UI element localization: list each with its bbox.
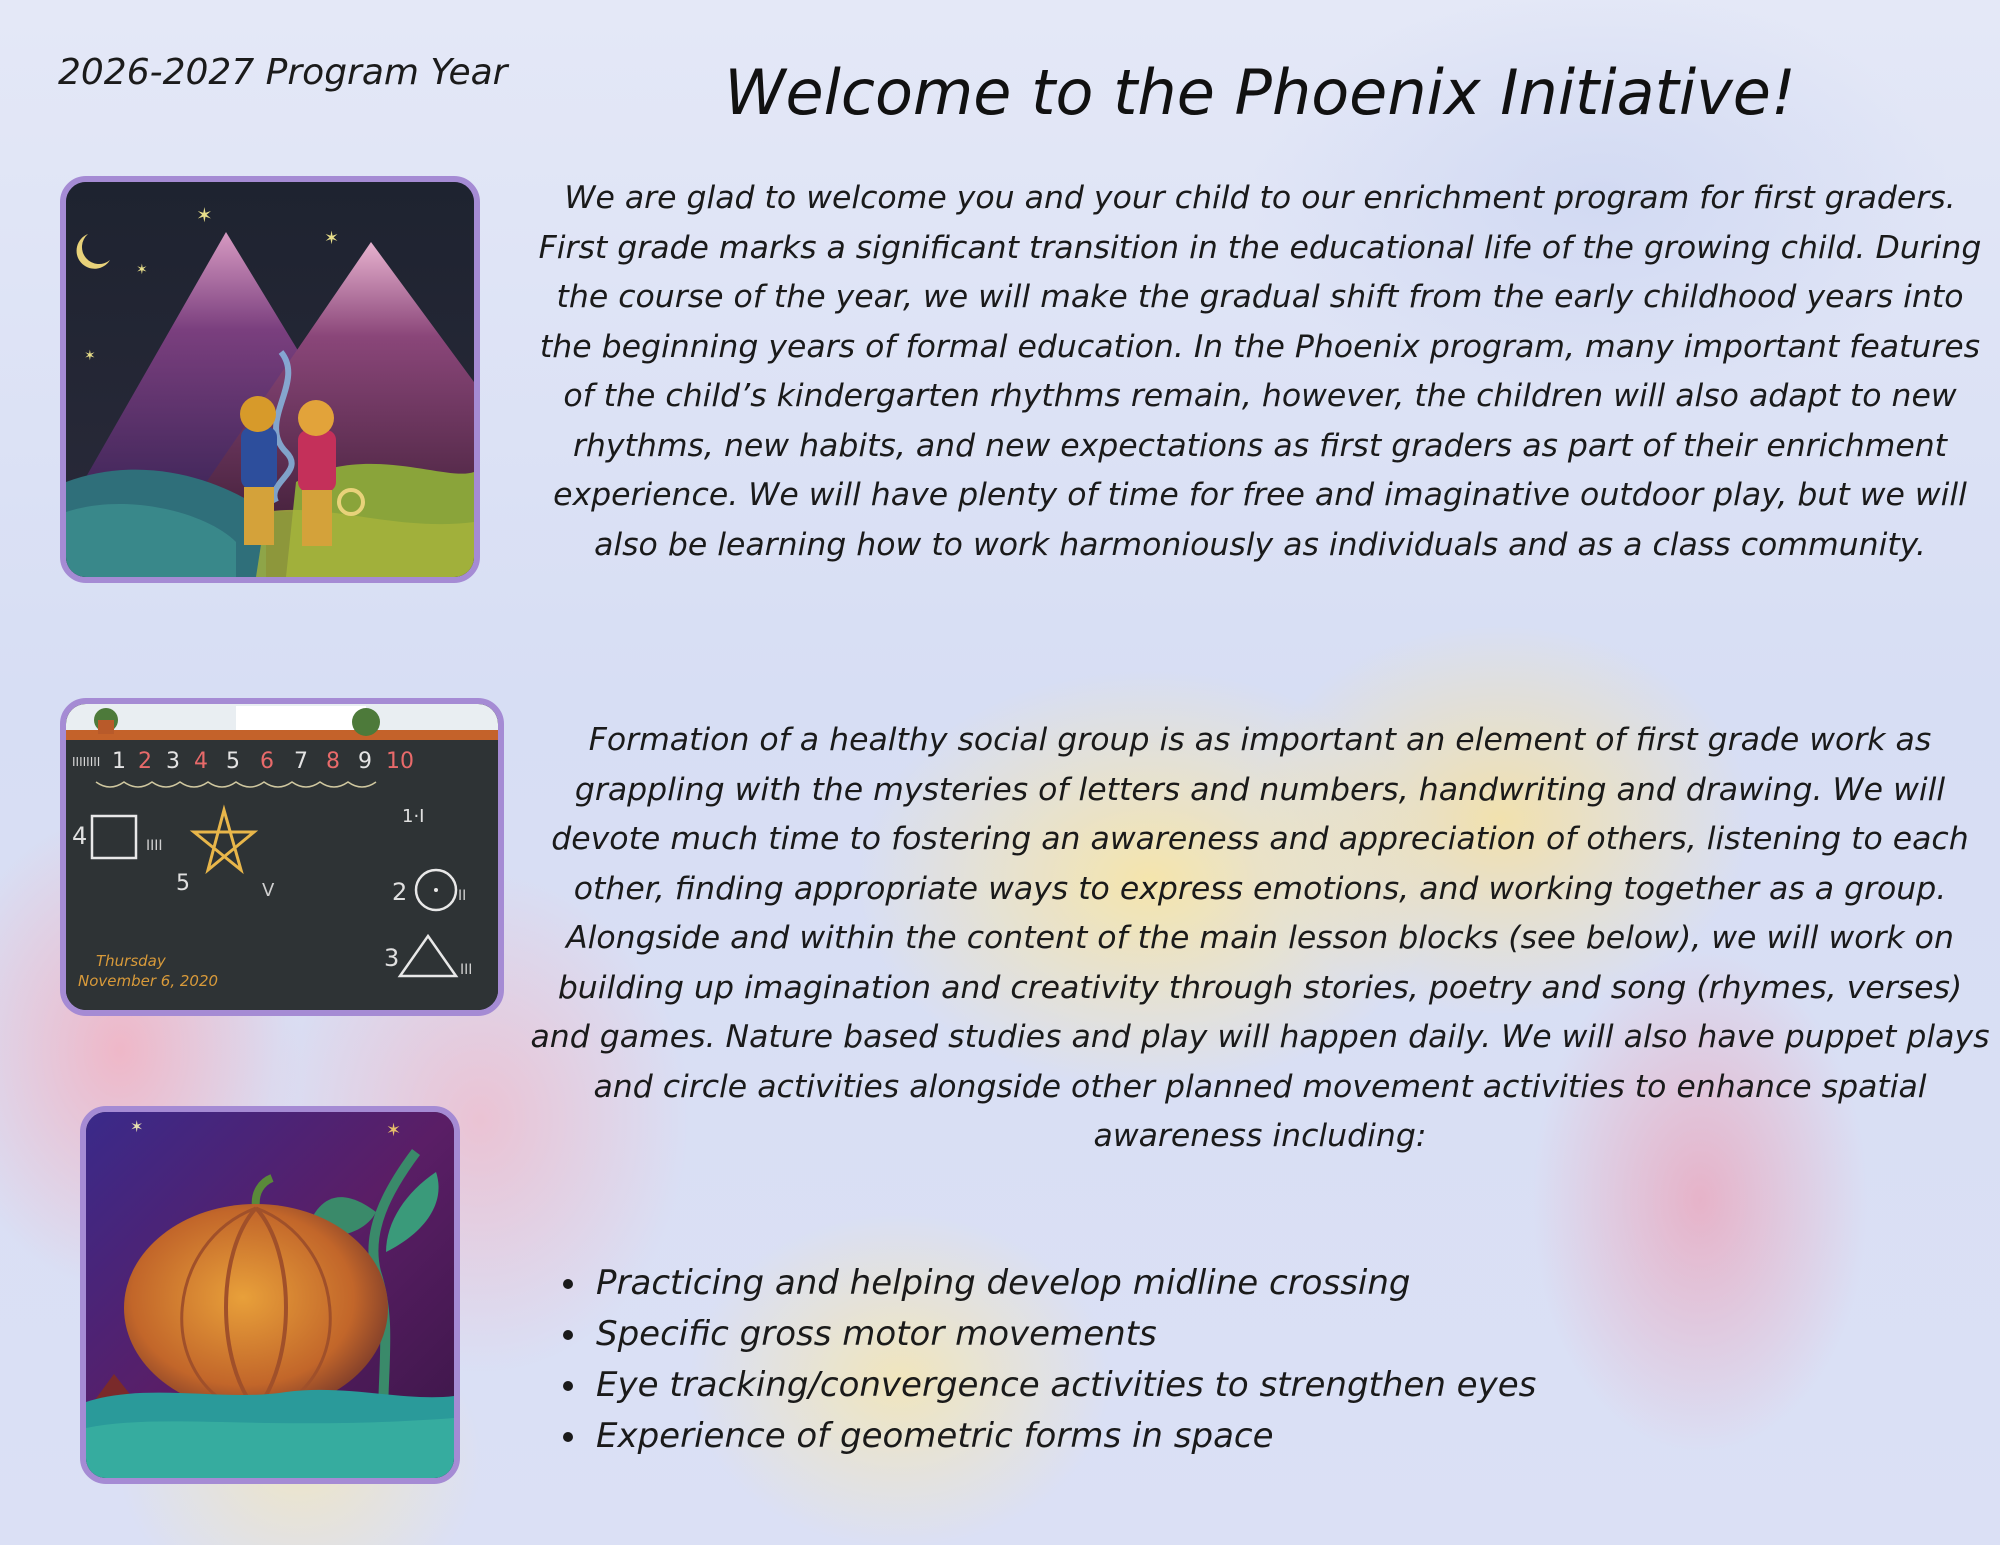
- chalk-label: 3: [384, 944, 400, 972]
- chalk-date: November 6, 2020: [78, 972, 219, 990]
- list-item: • Experience of geometric forms in space: [590, 1411, 1990, 1462]
- plant-icon: [352, 708, 380, 736]
- pumpkin-drawing: [86, 1112, 454, 1478]
- star-icon: ✶: [196, 203, 213, 227]
- chalk-label: V: [262, 880, 275, 901]
- list-item: • Specific gross motor movements: [590, 1309, 1990, 1360]
- chalk-label: 2: [392, 878, 408, 906]
- star-icon: ✶: [136, 262, 148, 278]
- chalk-label: 5: [176, 871, 190, 896]
- social-group-paragraph: Formation of a healthy social group is as important an element of first grade work as grappling with the mysteries of letters and numbers, handwriting and drawing. We will devote much time to fostering an awareness and appreciation of others, listening to each other, finding appropriate ways to express emotions, and working together as a group. Alongside and within the content of the main lesson blocks (see below), we will work on building up imagination and creativity through stories, poetry and song (rhymes, verses) and games. Nature based studies and play will happen daily. We will also have puppet plays and circle activities alongside other planned movement activities to enhance spatial awareness including:: [530, 722, 1990, 1154]
- page-title: Welcome to the Phoenix Initiative!: [724, 56, 1796, 129]
- star-icon: ✶: [130, 1117, 144, 1136]
- intro-paragraph: We are glad to welcome you and your child to our enrichment program for first graders. First grade marks a significant transition in the educational life of the growing child. During the course of the year, we will make the gradual shift from the early childhood years into the beginning years of formal education. In the Phoenix program, many important features of the child’s kindergarten rhythms remain, however, the children will also adapt to new rhythms, new habits, and new expectations as first graders as part of their enrichment experience. We will have plenty of time for free and imaginative outdoor play, but we will also be learning how to work harmoniously as individuals and as a class community.: [538, 180, 1982, 563]
- star-icon: ✶: [324, 228, 340, 249]
- chalk-number: 1: [112, 749, 126, 774]
- chalkboard-numbers-image: [60, 698, 504, 1016]
- chalk-date-day: Thursday: [96, 952, 166, 970]
- mountains-drawing: [66, 182, 474, 577]
- chalk-number: 9: [358, 749, 372, 774]
- chalk-label: II: [458, 888, 467, 904]
- chalk-number: 5: [226, 749, 240, 774]
- chalkboard-drawing: [66, 704, 498, 1010]
- list-item: • Practicing and helping develop midline crossing: [590, 1258, 1990, 1309]
- chalk-number: 8: [326, 749, 340, 774]
- chalk-label: III: [460, 962, 473, 978]
- pumpkin-shape: [124, 1204, 388, 1412]
- chalk-label: 4: [72, 822, 88, 850]
- svg-text:IIIIIIII: IIIIIIII: [72, 755, 101, 769]
- chalk-number: 6: [260, 749, 274, 774]
- star-icon: ✶: [84, 348, 96, 364]
- mountains-chalk-drawing-image: [60, 176, 480, 583]
- chalk-number: 7: [294, 749, 308, 774]
- chalk-label: IIII: [146, 838, 163, 854]
- chalk-number: 3: [166, 749, 180, 774]
- chalk-number: 10: [386, 749, 414, 774]
- star-icon: ✶: [386, 1120, 402, 1141]
- program-year: 2026-2027 Program Year: [58, 52, 508, 93]
- chalk-number: 2: [138, 749, 152, 774]
- chalk-label: 1·I: [402, 806, 425, 827]
- list-item: • Eye tracking/convergence activities to strengthen eyes: [590, 1360, 1990, 1411]
- pumpkin-chalk-drawing-image: [80, 1106, 460, 1484]
- chalk-number: 4: [194, 749, 208, 774]
- movement-activities-list: [548, 1258, 1990, 1462]
